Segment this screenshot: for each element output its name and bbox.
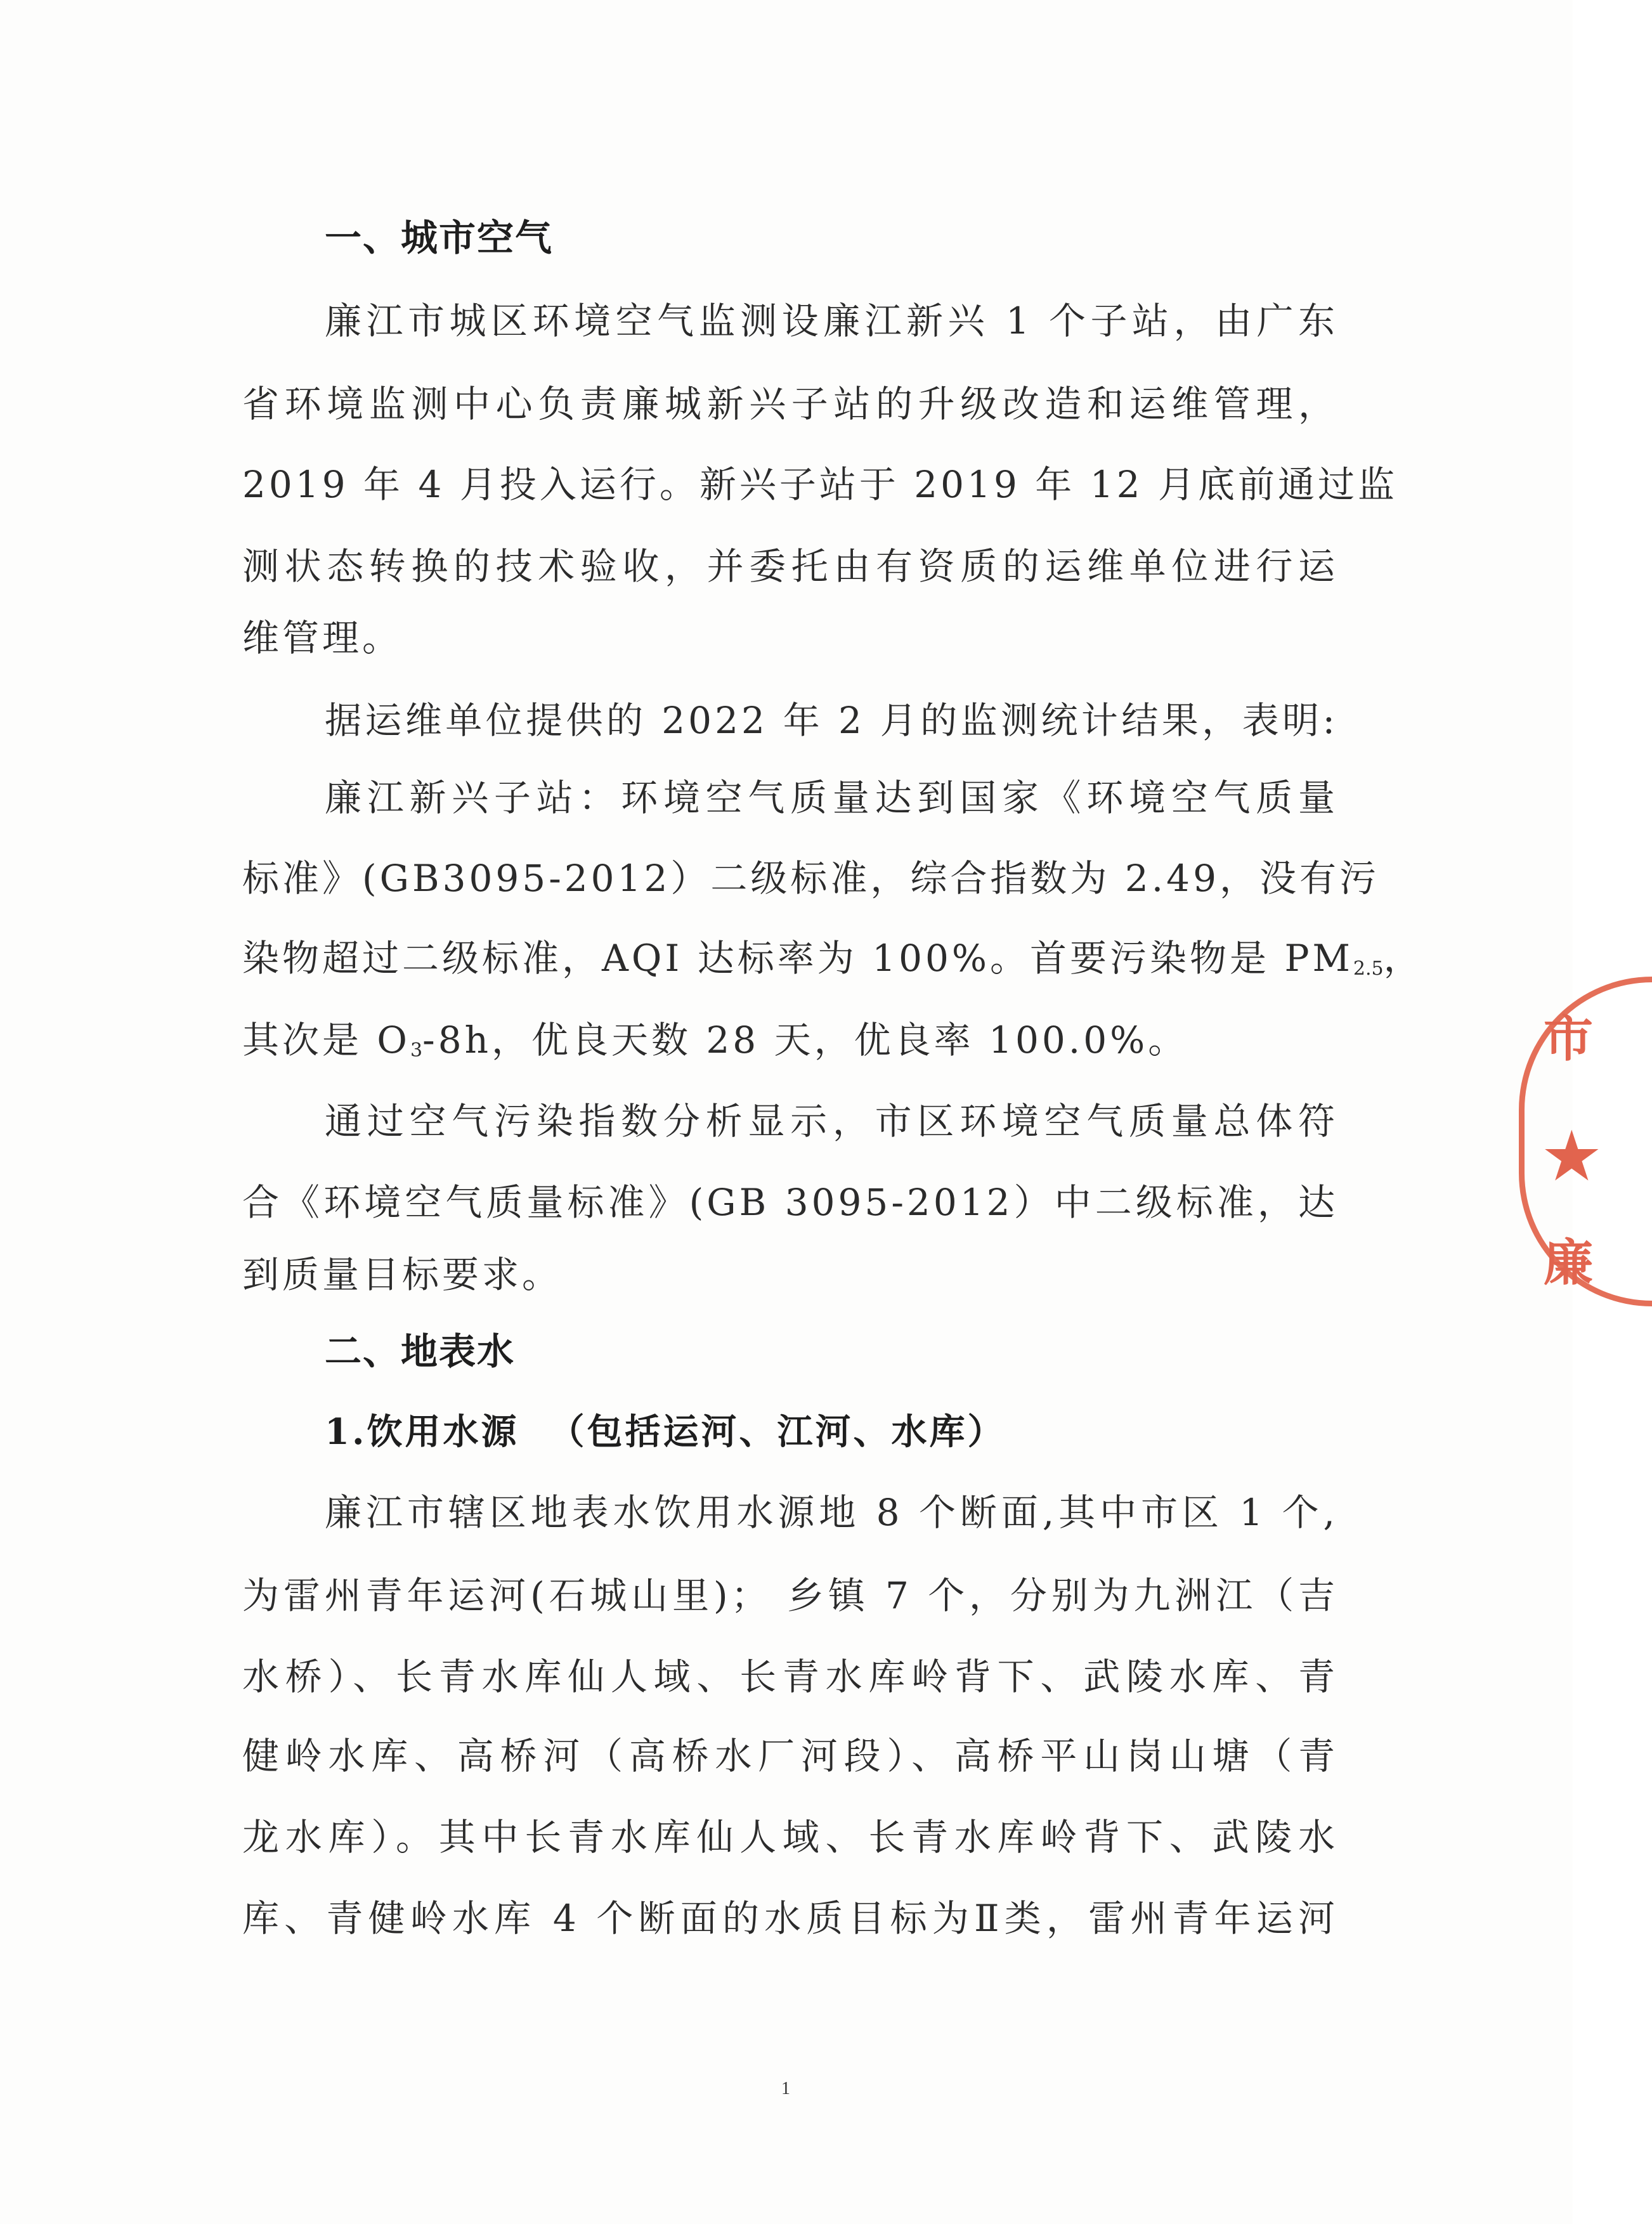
paragraph-line xyxy=(242,933,1424,984)
subscript: 2.5 xyxy=(1353,958,1384,980)
page-number: 1 xyxy=(781,2079,790,2098)
paragraph-line: 龙水库）。其中长青水库仙人域、长青水库岭背下、武陵水 xyxy=(242,1816,1338,1859)
paragraph-line: 水桥）、长青水库仙人域、长青水库岭背下、武陵水库、青 xyxy=(242,1655,1338,1698)
paragraph-line: 廉江市城区环境空气监测设廉江新兴 1 个子站，由广东 xyxy=(325,299,1338,342)
paragraph-line: 廉江市辖区地表水饮用水源地 8 个断面,其中市区 1 个, xyxy=(325,1491,1338,1534)
subsection-heading-drinking-water: 1.饮用水源 （包括运河、江河、水库） xyxy=(325,1411,1006,1453)
paragraph-line: 通过空气污染指数分析显示，市区环境空气质量总体符 xyxy=(325,1100,1338,1143)
paragraph-line: 合《环境空气质量标准》(GB 3095-2012）中二级标准，达 xyxy=(242,1181,1338,1224)
paragraph-line: 2019 年 4 月投入运行。新兴子站于 2019 年 12 月底前通过监 xyxy=(242,463,1398,506)
paragraph-line: 到质量目标要求。 xyxy=(242,1253,563,1296)
seal-text-bottom: 廉 xyxy=(1544,1234,1594,1292)
text-span: 染物超过二级标准，AQI 达标率为 100%。首要污染物是 PM xyxy=(242,937,1353,980)
official-seal xyxy=(1519,977,1652,1306)
section-heading-surface-water: 二、地表水 xyxy=(325,1330,516,1373)
text-span: ， xyxy=(1383,937,1424,980)
paragraph-line: 健岭水库、高桥河（高桥水厂河段）、高桥平山岗山塘（青 xyxy=(242,1734,1338,1778)
paragraph-line: 为雷州青年运河(石城山里)； 乡镇 7 个，分别为九洲江（吉 xyxy=(242,1574,1338,1617)
text-span: -8h，优良天数 28 天，优良率 100.0%。 xyxy=(422,1018,1188,1062)
paragraph-line: 标准》(GB3095-2012）二级标准，综合指数为 2.49，没有污 xyxy=(242,857,1379,900)
paragraph-line: 省环境监测中心负责廉城新兴子站的升级改造和运维管理， xyxy=(242,382,1338,426)
paragraph-line: 据运维单位提供的 2022 年 2 月的监测统计结果，表明: xyxy=(325,699,1338,742)
seal-text-top: 市 xyxy=(1544,1010,1594,1068)
text-span: 其次是 O xyxy=(242,1018,410,1062)
paragraph-line: 廉江新兴子站：环境空气质量达到国家《环境空气质量 xyxy=(325,776,1338,819)
paragraph-line: 维管理。 xyxy=(242,616,403,660)
paragraph-line: 库、青健岭水库 4 个断面的水质目标为Ⅱ类，雷州青年运河 xyxy=(242,1897,1338,1940)
paragraph-line xyxy=(242,1015,1188,1065)
section-heading-air: 一、城市空气 xyxy=(325,216,554,259)
paragraph-line: 测状态转换的技术验收，并委托由有资质的运维单位进行运 xyxy=(242,545,1338,588)
seal-star-icon: ★ xyxy=(1540,1118,1603,1195)
subscript: 3 xyxy=(410,1039,423,1062)
